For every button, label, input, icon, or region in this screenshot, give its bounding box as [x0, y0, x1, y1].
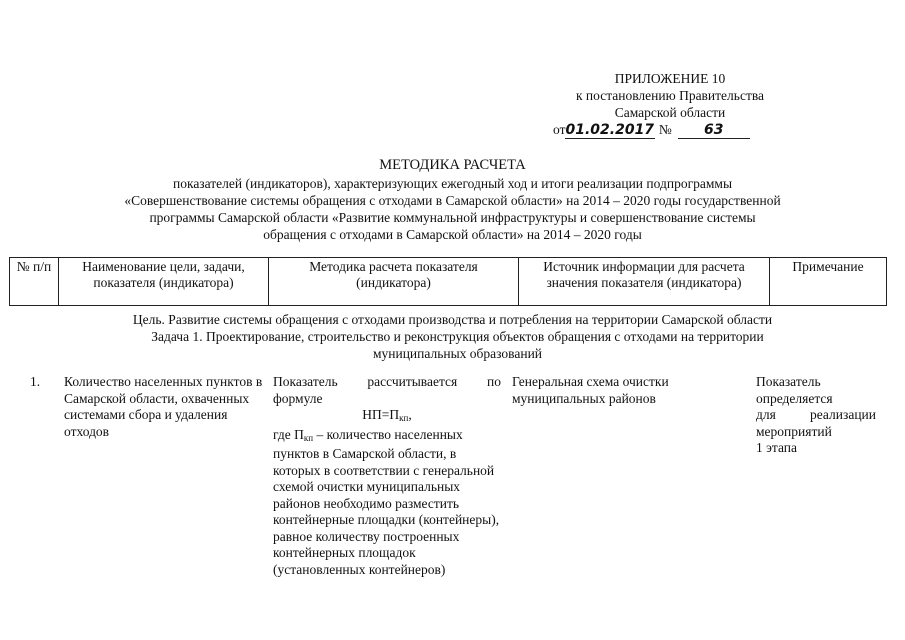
handwritten-number: 63 [678, 123, 750, 139]
appendix-line-decree: к постановлению Правительства [575, 88, 765, 103]
header-col-name: Наименование цели, задачи, показателя (индикатора) [59, 258, 269, 306]
note [756, 374, 876, 457]
date-prefix: от [553, 122, 566, 137]
formula [273, 407, 501, 427]
task-line: муниципальных образований [372, 346, 543, 361]
goal-heading: Цель. Развитие системы обращения с отходами производства и потребления на территории Самарской области [132, 312, 773, 327]
method-intro: Показатель рассчитывается по формуле [273, 374, 501, 406]
document-subtitle [40, 175, 865, 243]
subtitle-line: программы Самарской области «Развитие коммунальной инфраструктуры и совершенствование системы [149, 210, 756, 225]
subtitle-line: показателей (индикаторов), характеризующих ежегодный ход и итоги реализации подпрограммы [172, 176, 733, 191]
handwritten-date: 01.02.2017 [565, 122, 655, 138]
note-line: 1 этапа [756, 440, 798, 455]
task-heading [60, 328, 855, 362]
header-col-method: Методика расчета показателя (индикатора) [269, 258, 519, 306]
number-sign: № [658, 122, 672, 137]
method-where-subscript: кп [303, 432, 314, 443]
information-source: Генеральная схема очистки муниципальных районов [512, 374, 669, 406]
appendix-line-region: Самарской области [614, 105, 726, 120]
indicator-name: Количество населенных пунктов в Самарской области, охваченных системами сбора и удаления отходов [64, 374, 263, 439]
header-col-source: Источник информации для расчета значения показателя (индикатора) [519, 258, 770, 306]
method-where: где П [273, 426, 304, 442]
note-line: мероприятий [756, 423, 832, 439]
calculation-method [273, 374, 501, 578]
header-col-number: № п/п [10, 258, 59, 306]
formula-main: НП=П [362, 407, 400, 422]
note-line: для реализации [756, 407, 876, 422]
subtitle-line: «Совершенствование системы обращения с отходами в Самарской области» на 2014 – 2020 годы государственной [124, 193, 781, 208]
table-header [9, 257, 887, 306]
note-line: Показатель [756, 374, 821, 389]
formula-subscript: кп [399, 413, 409, 423]
row-number: 1. [30, 374, 41, 389]
method-description [273, 427, 501, 579]
appendix-title: ПРИЛОЖЕНИЕ 10 [614, 71, 726, 86]
formula-tail: , [408, 407, 412, 422]
appendix-block [545, 70, 795, 139]
task-line: Задача 1. Проектирование, строительство и реконструкция объектов обращения с отходами на территории [151, 329, 764, 344]
header-col-note: Примечание [770, 258, 887, 306]
method-desc-text: – количество населенных пунктов в Самарской области, в которых в соответствии с генеральной схемой очистки муниципальных районов необходимо разместить контейнерные площадки (контейнеры), равное количеству построенных контейнерных площадок (установленных контейнеров) [273, 426, 500, 577]
appendix-date-line [545, 121, 795, 139]
subtitle-line: обращения с отходами в Самарской области» на 2014 – 2020 годы [263, 227, 642, 242]
note-line: определяется [756, 390, 833, 406]
document-title: МЕТОДИКА РАСЧЕТА [379, 157, 526, 173]
header-row [10, 258, 887, 306]
